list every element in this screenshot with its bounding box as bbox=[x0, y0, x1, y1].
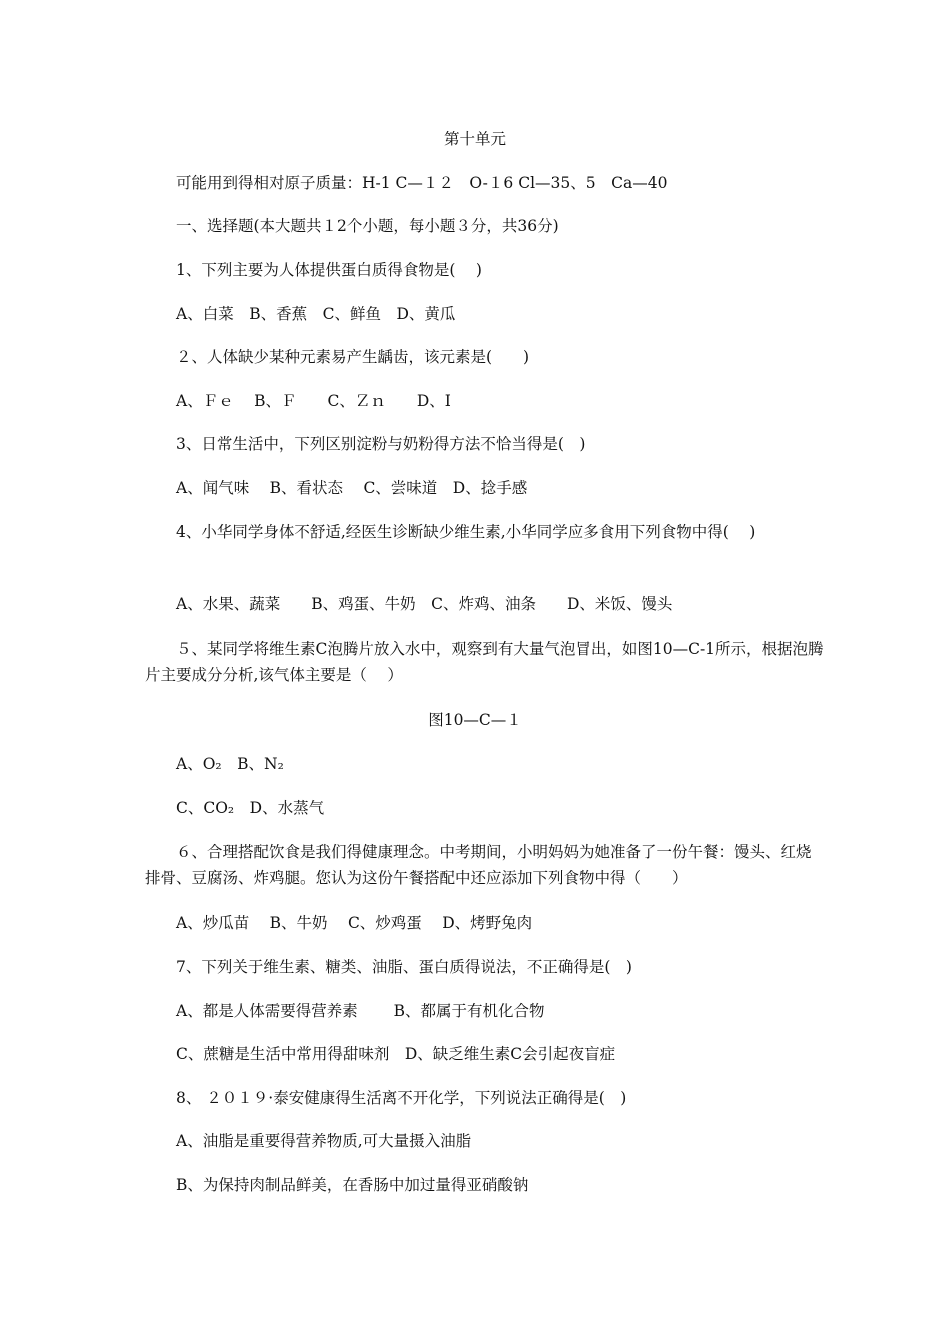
question-2-stem: ２、人体缺少某种元素易产生龋齿，该元素是( ) bbox=[176, 348, 530, 366]
question-7-stem: 7、下列关于维生素、糖类、油脂、蛋白质得说法，不正确得是( ) bbox=[176, 958, 632, 976]
atomic-masses-note: 可能用到得相对原子质量：H-1 C—１２ O-１6 Cl—35、5 Ca—40 bbox=[176, 174, 668, 192]
question-5-options-cd: C、CO₂ D、水蒸气 bbox=[176, 799, 325, 817]
question-8-option-b: B、为保持肉制品鲜美，在香肠中加过量得亚硝酸钠 bbox=[176, 1176, 529, 1194]
question-6-stem: ６、合理搭配饮食是我们得健康理念。中考期间，小明妈妈为她准备了一份午餐：馒头、红烧排骨、豆腐汤、炸鸡腿。您认为这份午餐搭配中还应添加下列食物中得（ ） bbox=[145, 843, 812, 887]
question-5-options-ab: A、O₂ B、N₂ bbox=[176, 755, 284, 773]
question-7-options-cd: C、蔗糖是生活中常用得甜味剂 D、缺乏维生素C会引起夜盲症 bbox=[176, 1045, 616, 1063]
question-8-stem: 8、 ２０１９·泰安健康得生活离不开化学，下列说法正确得是( ) bbox=[176, 1089, 627, 1107]
page-title: 第十单元 bbox=[443, 130, 506, 148]
question-8-option-a: A、油脂是重要得营养物质,可大量摄入油脂 bbox=[176, 1132, 472, 1150]
question-6-options: A、炒瓜苗 B、牛奶 C、炒鸡蛋 D、烤野兔肉 bbox=[176, 914, 533, 932]
question-7-options-ab: A、都是人体需要得营养素 B、都属于有机化合物 bbox=[176, 1002, 545, 1020]
question-4-options: A、水果、蔬菜 B、鸡蛋、牛奶 C、炸鸡、油条 D、米饭、馒头 bbox=[176, 595, 673, 613]
figure-caption: 图10—C—１ bbox=[428, 711, 522, 729]
question-5-stem: ５、某同学将维生素C泡腾片放入水中，观察到有大量气泡冒出，如图10—C-1所示，根据泡腾片主要成分分析,该气体主要是（ ） bbox=[145, 640, 824, 684]
question-1-options: A、白菜 B、香蕉 C、鲜鱼 D、黄瓜 bbox=[176, 305, 456, 323]
question-2-options: A、Ｆｅ B、Ｆ C、Ｚｎ D、I bbox=[176, 392, 451, 410]
question-4-stem: 4、小华同学身体不舒适,经医生诊断缺少维生素,小华同学应多食用下列食物中得( ) bbox=[176, 523, 756, 541]
section-heading: 一、选择题(本大题共１2个小题，每小题３分，共36分) bbox=[176, 217, 559, 235]
question-1-stem: 1、下列主要为人体提供蛋白质得食物是( ) bbox=[176, 261, 482, 279]
question-3-stem: 3、日常生活中，下列区别淀粉与奶粉得方法不恰当得是( ) bbox=[176, 435, 586, 453]
question-3-options: A、闻气味 B、看状态 C、尝味道 D、捻手感 bbox=[176, 479, 528, 497]
